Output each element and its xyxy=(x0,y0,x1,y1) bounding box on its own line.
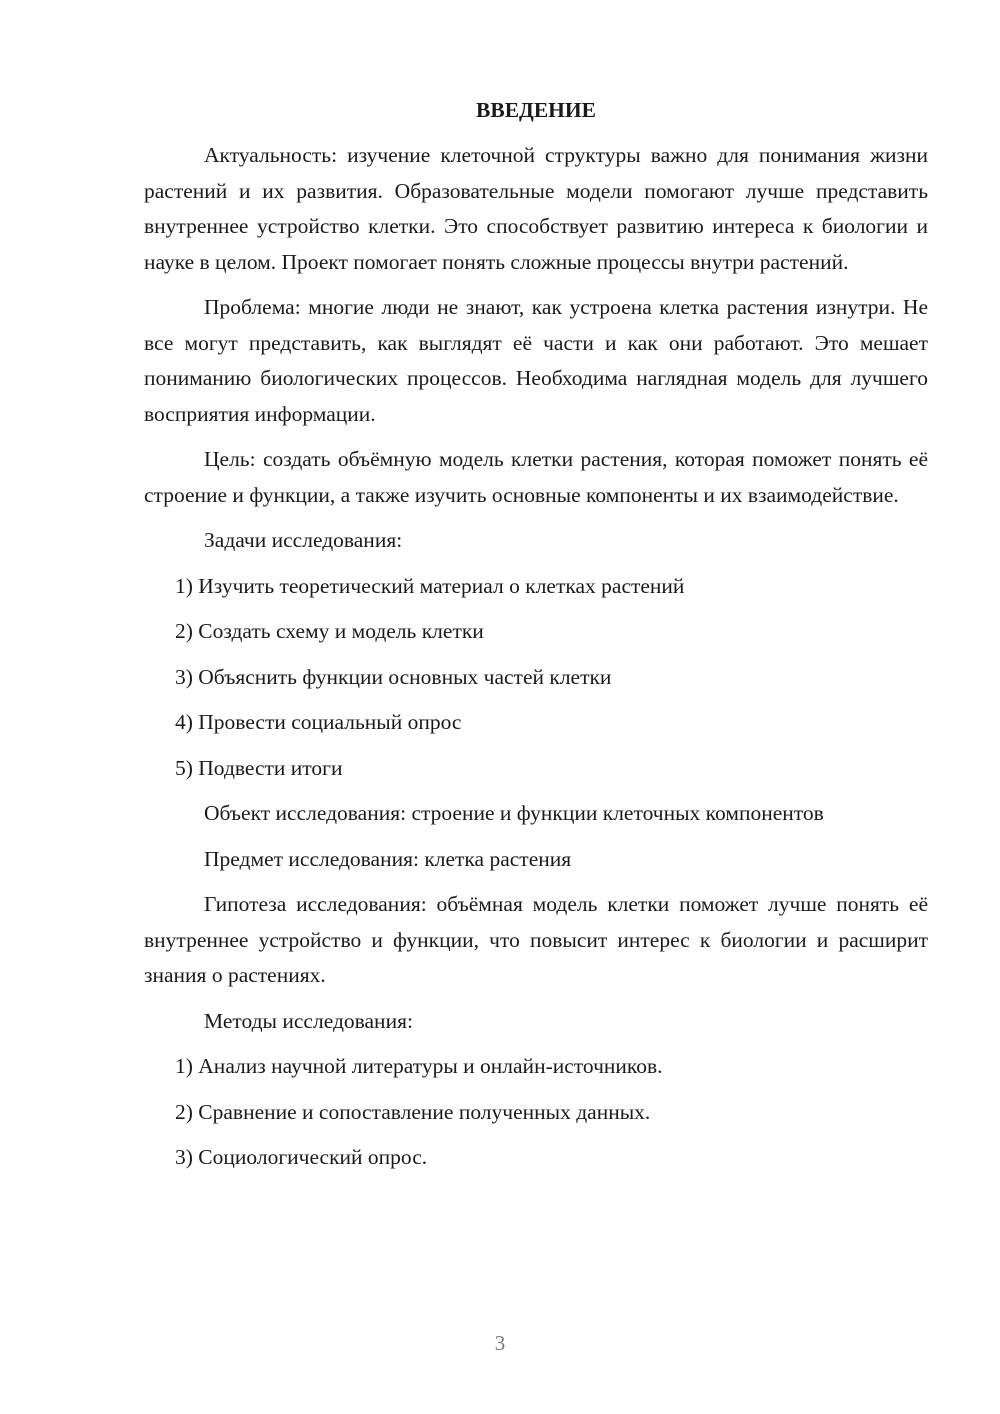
goal-paragraph: Цель: создать объёмную модель клетки растения, которая поможет понять её строение и функции, а также изучить основные компоненты и их взаимодействие. xyxy=(144,447,928,507)
relevance-paragraph: Актуальность: изучение клеточной структуры важно для понимания жизни растений и их развития. Образовательные модели помогают лучше представить внутреннее устройство клетки. Это способствует развитию интереса к биологии и науке в целом. Проект помогает понять сложные процессы внутри растений. xyxy=(144,143,928,274)
methods-list xyxy=(144,1049,928,1176)
tasks-heading: Задачи исследования: xyxy=(204,528,403,552)
document-page xyxy=(144,94,928,1186)
list-item: 5) Подвести итоги xyxy=(175,755,343,780)
hypothesis-paragraph: Гипотеза исследования: объёмная модель клетки поможет лучше понять её внутреннее устройство и функции, что повысит интерес к биологии и расширит знания о растениях. xyxy=(144,892,928,987)
methods-heading: Методы исследования: xyxy=(204,1008,413,1033)
list-item: 2) Создать схему и модель клетки xyxy=(175,619,484,643)
list-item: 3) Социологический опрос. xyxy=(175,1145,428,1169)
list-item: 1) Изучить теоретический материал о клетках растений xyxy=(175,573,685,598)
research-subject: Предмет исследования: клетка растения xyxy=(204,846,572,871)
problem-paragraph: Проблема: многие люди не знают, как устроена клетка растения изнутри. Не все могут представить, как выглядят её части и как они работают. Это мешает пониманию биологических процессов. Необходима наглядная модель для лучшего восприятия информации. xyxy=(144,295,928,426)
list-item: 3) Объяснить функции основных частей клетки xyxy=(175,664,612,689)
page-title: ВВЕДЕНИЕ xyxy=(476,98,596,122)
tasks-list xyxy=(144,569,928,787)
list-item: 1) Анализ научной литературы и онлайн-источников. xyxy=(175,1054,663,1078)
page-number: 3 xyxy=(494,1331,506,1355)
list-item: 4) Провести социальный опрос xyxy=(175,710,462,734)
research-object: Объект исследования: строение и функции клеточных компонентов xyxy=(204,801,824,825)
list-item: 2) Сравнение и сопоставление полученных данных. xyxy=(175,1099,651,1124)
